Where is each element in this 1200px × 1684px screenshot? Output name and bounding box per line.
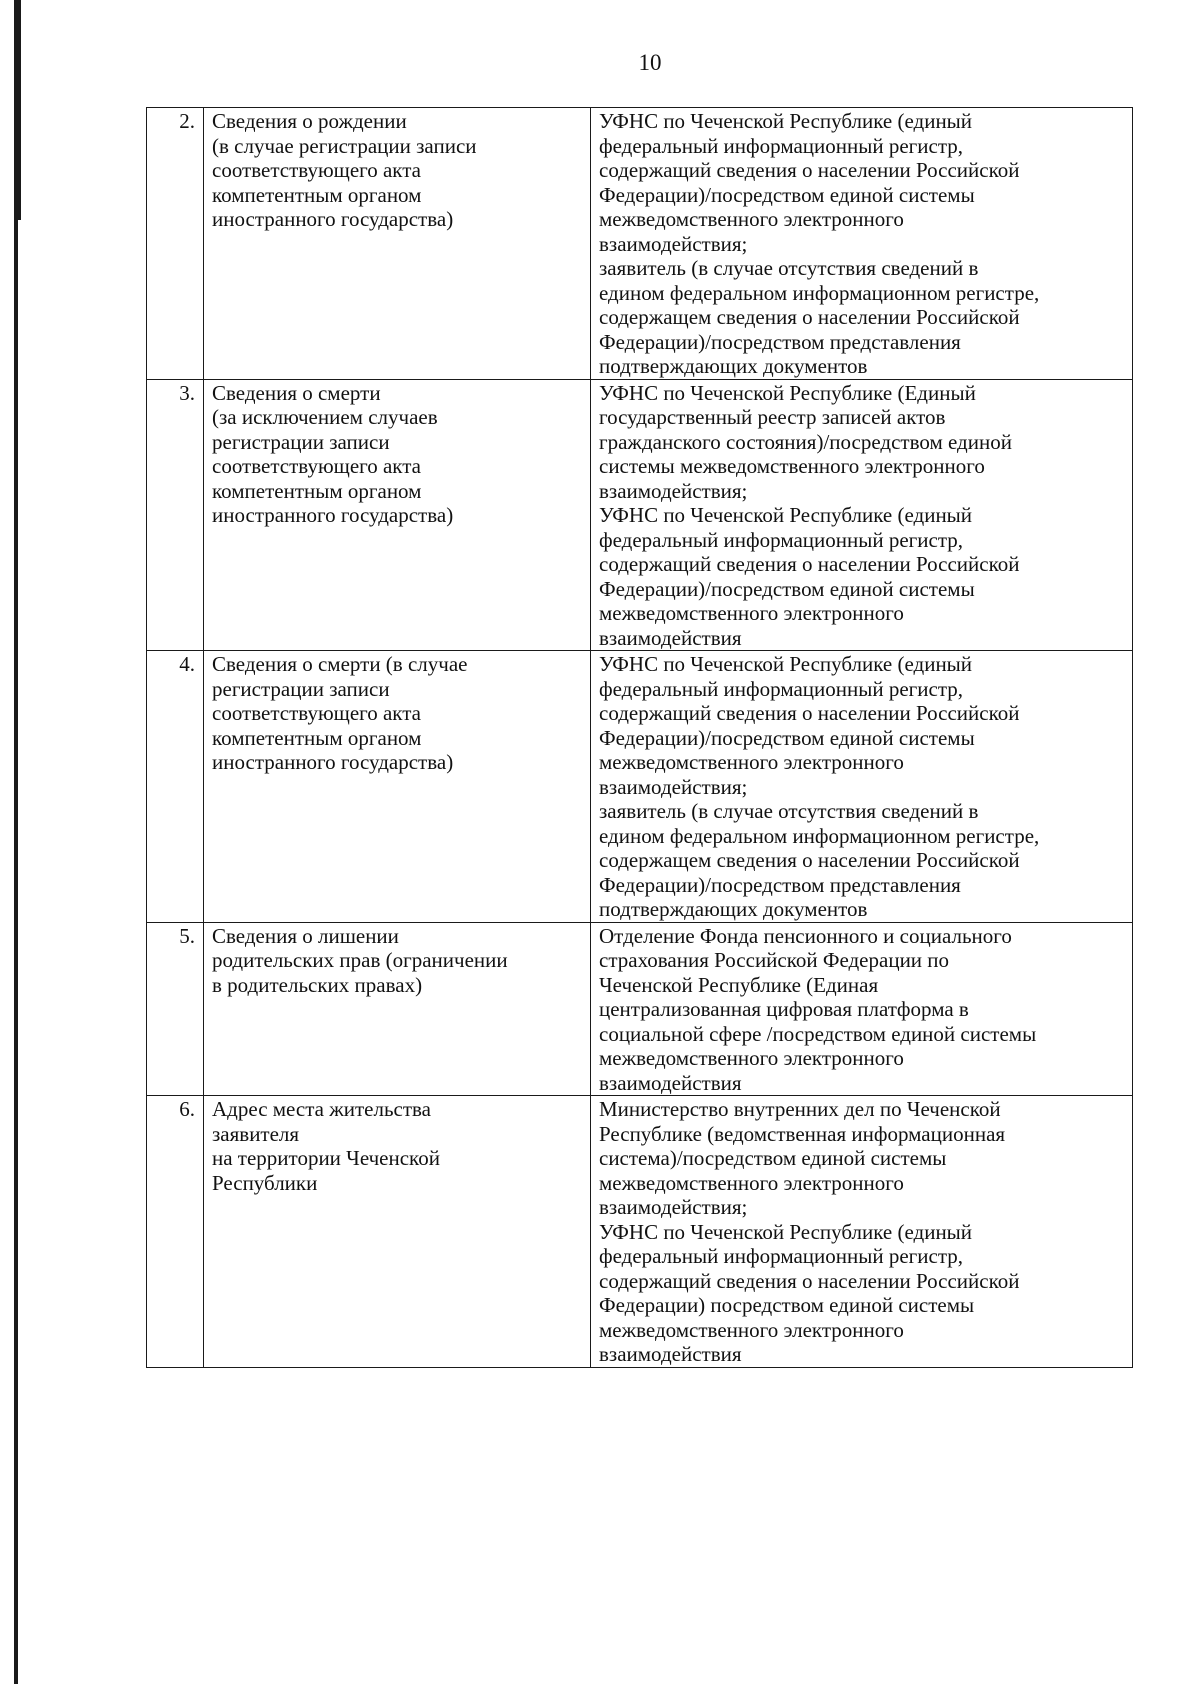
row-number: 6. <box>147 1096 204 1368</box>
info-cell: Сведения о рождении (в случае регистрации записи соответствующего акта компетентным органом иностранного государства) <box>204 108 591 380</box>
scan-edge-top <box>14 0 21 220</box>
info-cell: Сведения о смерти (в случае регистрации записи соответствующего акта компетентным органом иностранного государства) <box>204 651 591 923</box>
source-cell: УФНС по Чеченской Республике (Единый государственный реестр записей актов гражданского состояния)/посредством единой системы межведомственного электронного взаимодействия; УФНС по Чеченской Республике (единый федеральный информационный регистр, содержащий сведения о населении Российской Федерации)/посредством единой системы межведомственного электронного взаимодействия <box>591 379 1133 651</box>
table-row <box>147 1096 1133 1368</box>
info-cell: Сведения о лишении родительских прав (ограничении в родительских правах) <box>204 922 591 1096</box>
table-row <box>147 108 1133 380</box>
source-cell: Отделение Фонда пенсионного и социального страхования Российской Федерации по Чеченской Республике (Единая централизованная цифровая платформа в социальной сфере /посредством единой системы межведомственного электронного взаимодействия <box>591 922 1133 1096</box>
table-row <box>147 922 1133 1096</box>
row-number: 3. <box>147 379 204 651</box>
row-number: 5. <box>147 922 204 1096</box>
table-row <box>147 379 1133 651</box>
info-cell: Сведения о смерти (за исключением случаев регистрации записи соответствующего акта компетентным органом иностранного государства) <box>204 379 591 651</box>
data-table <box>146 107 1133 1368</box>
source-cell: УФНС по Чеченской Республике (единый федеральный информационный регистр, содержащий сведения о населении Российской Федерации)/посредством единой системы межведомственного электронного взаимодействия; заявитель (в случае отсутствия сведений в едином федеральном информационном регистре, содержащем сведения о населении Российской Федерации)/посредством представления подтверждающих документов <box>591 651 1133 923</box>
table-row <box>147 651 1133 923</box>
row-number: 2. <box>147 108 204 380</box>
source-cell: УФНС по Чеченской Республике (единый федеральный информационный регистр, содержащий сведения о населении Российской Федерации)/посредством единой системы межведомственного электронного взаимодействия; заявитель (в случае отсутствия сведений в едином федеральном информационном регистре, содержащем сведения о населении Российской Федерации)/посредством представления подтверждающих документов <box>591 108 1133 380</box>
page-number: 10 <box>638 50 662 75</box>
scan-edge <box>14 0 18 1684</box>
info-cell: Адрес места жительства заявителя на территории Чеченской Республики <box>204 1096 591 1368</box>
row-number: 4. <box>147 651 204 923</box>
source-cell: Министерство внутренних дел по Чеченской Республике (ведомственная информационная система)/посредством единой системы межведомственного электронного взаимодействия; УФНС по Чеченской Республике (единый федеральный информационный регистр, содержащий сведения о населении Российской Федерации) посредством единой системы межведомственного электронного взаимодействия <box>591 1096 1133 1368</box>
